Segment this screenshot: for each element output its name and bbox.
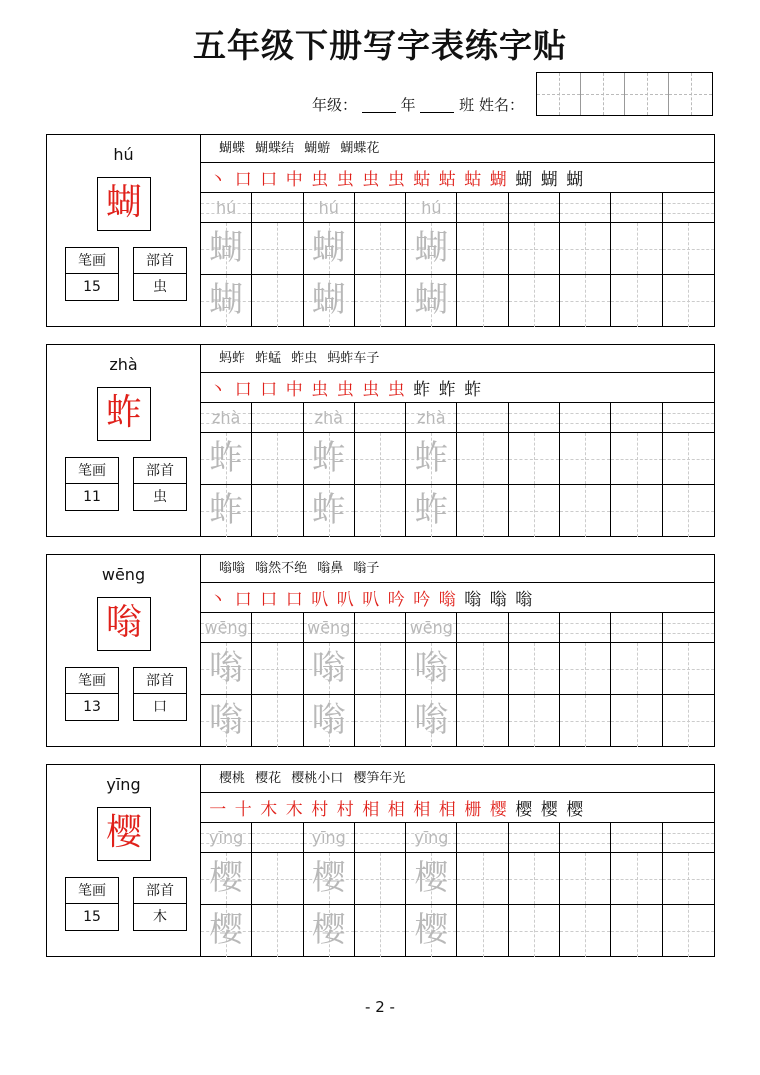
stroke-step: 虫 (336, 380, 354, 400)
stroke-step: 嗡 (464, 590, 482, 610)
character-display: 蝴 (97, 177, 151, 231)
stroke-step: 虫 (311, 380, 329, 400)
stroke-step: 樱 (489, 800, 507, 820)
trace-pinyin: zhà (417, 408, 446, 427)
practice-cell[interactable] (509, 275, 560, 327)
trace-pinyin: yīng (209, 828, 244, 847)
practice-cell[interactable] (611, 905, 662, 957)
stroke-step: 相 (387, 800, 405, 820)
practice-cell[interactable] (252, 853, 303, 904)
radical-value: 木 (153, 909, 167, 925)
stroke-step: 蚱 (464, 380, 482, 400)
stroke-step: 蝴 (515, 170, 533, 190)
practice-panel (201, 135, 714, 326)
stroke-step: 丶 (209, 170, 227, 190)
trace-pinyin: hú (216, 198, 237, 217)
trace-pinyin: yīng (311, 828, 346, 847)
trace-character: 蝴 (209, 280, 244, 320)
stroke-step: 中 (285, 170, 303, 190)
stroke-order-row (201, 163, 714, 193)
practice-cell[interactable] (406, 403, 457, 432)
practice-cell[interactable] (406, 695, 457, 747)
practice-cell[interactable] (560, 223, 611, 274)
stroke-step: 相 (438, 800, 456, 820)
character-display: 嗡 (97, 597, 151, 651)
name-label: 姓名： (478, 95, 524, 114)
character-card (46, 344, 715, 537)
name-writing-box[interactable] (536, 72, 713, 116)
practice-cell[interactable] (406, 485, 457, 537)
stroke-step: 口 (285, 590, 303, 610)
practice-cell[interactable] (355, 193, 406, 222)
practice-cell[interactable] (560, 193, 611, 222)
stroke-step: 口 (234, 380, 252, 400)
character-pinyin: wēng (101, 565, 146, 584)
trace-character: 蚱 (209, 438, 244, 478)
pinyin-practice-row[interactable] (201, 823, 714, 853)
trace-pinyin: wēng (204, 618, 248, 637)
example-words: 嗡嗡 嗡然不绝 嗡鼻 嗡子 (201, 555, 714, 583)
practice-cell[interactable] (304, 403, 355, 432)
name-cell[interactable] (537, 73, 581, 115)
character-display: 樱 (97, 807, 151, 861)
character-display: 蚱 (97, 387, 151, 441)
trace-character: 樱 (311, 910, 346, 950)
practice-cell[interactable] (611, 193, 662, 222)
trace-character: 樱 (209, 858, 244, 898)
trace-character: 嗡 (311, 648, 346, 688)
stroke-step: 吟 (413, 590, 431, 610)
practice-cell[interactable] (663, 485, 714, 537)
trace-character: 蝴 (311, 280, 346, 320)
trace-pinyin: yīng (414, 828, 449, 847)
stroke-step: 相 (362, 800, 380, 820)
radical-label: 部首 (134, 248, 186, 274)
practice-cell[interactable] (509, 905, 560, 957)
practice-cell[interactable] (355, 905, 406, 957)
practice-cell[interactable] (406, 643, 457, 694)
practice-cell[interactable] (406, 275, 457, 327)
practice-cell[interactable] (663, 695, 714, 747)
trace-character: 蚱 (414, 438, 449, 478)
practice-cell[interactable] (201, 823, 252, 852)
pinyin-practice-row[interactable] (201, 193, 714, 223)
practice-cell[interactable] (355, 823, 406, 852)
stroke-step: 蝴 (489, 170, 507, 190)
practice-cell[interactable] (457, 275, 508, 327)
practice-cell[interactable] (355, 853, 406, 904)
practice-cell[interactable] (355, 485, 406, 537)
student-info-line (312, 92, 524, 116)
practice-cell[interactable] (304, 485, 355, 537)
character-practice-row[interactable] (201, 275, 714, 327)
practice-cell[interactable] (663, 643, 714, 694)
trace-character: 嗡 (209, 700, 244, 740)
practice-cell[interactable] (201, 643, 252, 694)
practice-cell[interactable] (611, 403, 662, 432)
practice-cell[interactable] (611, 613, 662, 642)
practice-cell[interactable] (252, 403, 303, 432)
trace-character: 蝴 (209, 228, 244, 268)
practice-cell[interactable] (611, 853, 662, 904)
practice-cell[interactable] (355, 433, 406, 484)
radical-box (133, 877, 187, 931)
practice-cell[interactable] (663, 433, 714, 484)
practice-cell[interactable] (457, 823, 508, 852)
practice-panel (201, 555, 714, 746)
practice-cell[interactable] (611, 485, 662, 537)
practice-cell[interactable] (201, 403, 252, 432)
trace-character: 蚱 (209, 490, 244, 530)
character-info-panel (47, 555, 201, 746)
stroke-order-row (201, 583, 714, 613)
trace-character: 嗡 (209, 648, 244, 688)
practice-cell[interactable] (560, 613, 611, 642)
practice-cell[interactable] (201, 275, 252, 327)
practice-cell[interactable] (201, 613, 252, 642)
radical-label: 部首 (134, 878, 186, 904)
practice-cell[interactable] (663, 613, 714, 642)
practice-cell[interactable] (663, 275, 714, 327)
character-practice-row[interactable] (201, 695, 714, 747)
practice-cell[interactable] (201, 485, 252, 537)
practice-cell[interactable] (252, 823, 303, 852)
practice-cell[interactable] (509, 223, 560, 274)
stroke-step: 樱 (540, 800, 558, 820)
class-label: 班 (459, 95, 475, 114)
practice-cell[interactable] (304, 695, 355, 747)
stroke-order-row (201, 373, 714, 403)
practice-cell[interactable] (457, 613, 508, 642)
practice-cell[interactable] (304, 275, 355, 327)
practice-cell[interactable] (611, 643, 662, 694)
practice-cell[interactable] (663, 905, 714, 957)
stroke-step: 木 (285, 800, 303, 820)
practice-cell[interactable] (355, 643, 406, 694)
trace-pinyin: wēng (409, 618, 453, 637)
stroke-count-label: 笔画 (66, 458, 118, 484)
writing-grid[interactable] (201, 403, 714, 536)
stroke-step: 嗡 (438, 590, 456, 610)
practice-cell[interactable] (509, 823, 560, 852)
practice-cell[interactable] (560, 823, 611, 852)
practice-cell[interactable] (201, 695, 252, 747)
trace-pinyin: zhà (211, 408, 241, 427)
trace-character: 蝴 (414, 280, 449, 320)
trace-character: 蝴 (311, 228, 346, 268)
stroke-count-box (65, 457, 119, 511)
example-words: 樱桃 樱花 樱桃小口 樱笋年光 (201, 765, 714, 793)
practice-cell[interactable] (457, 695, 508, 747)
name-cell[interactable] (581, 73, 625, 115)
page-number: - 2 - (365, 998, 395, 1016)
stroke-step: 口 (234, 170, 252, 190)
radical-label: 部首 (134, 668, 186, 694)
stroke-count-value: 11 (83, 489, 101, 505)
practice-cell[interactable] (457, 905, 508, 957)
practice-cell[interactable] (560, 643, 611, 694)
practice-cell[interactable] (406, 433, 457, 484)
radical-label: 部首 (134, 458, 186, 484)
stroke-step: 虫 (387, 170, 405, 190)
practice-cell[interactable] (252, 275, 303, 327)
practice-cell[interactable] (304, 193, 355, 222)
stroke-count-value: 15 (83, 279, 101, 295)
trace-character: 嗡 (414, 648, 449, 688)
practice-cell[interactable] (201, 223, 252, 274)
example-words: 蚂蚱 蚱蜢 蚱虫 蚂蚱车子 (201, 345, 714, 373)
page-title: 五年级下册写字表练字贴 (193, 26, 567, 65)
practice-cell[interactable] (560, 485, 611, 537)
practice-cell[interactable] (457, 485, 508, 537)
trace-character: 樱 (414, 858, 449, 898)
character-info-panel (47, 345, 201, 536)
grade-label: 年级： (312, 95, 358, 114)
stroke-step: 蛄 (413, 170, 431, 190)
practice-cell[interactable] (304, 223, 355, 274)
stroke-step: 樱 (566, 800, 584, 820)
practice-cell[interactable] (406, 853, 457, 904)
stroke-step: 木 (260, 800, 278, 820)
class-blank[interactable] (420, 97, 454, 113)
trace-character: 蚱 (414, 490, 449, 530)
practice-cell[interactable] (252, 643, 303, 694)
practice-cell[interactable] (611, 433, 662, 484)
character-card (46, 554, 715, 747)
practice-panel (201, 345, 714, 536)
trace-character: 樱 (414, 910, 449, 950)
practice-cell[interactable] (252, 613, 303, 642)
practice-cell[interactable] (509, 613, 560, 642)
practice-cell[interactable] (663, 853, 714, 904)
stroke-step: 虫 (362, 380, 380, 400)
character-practice-row[interactable] (201, 853, 714, 905)
practice-cell[interactable] (509, 853, 560, 904)
trace-character: 蚱 (311, 490, 346, 530)
radical-box (133, 667, 187, 721)
radical-value: 口 (153, 699, 167, 715)
practice-cell[interactable] (252, 193, 303, 222)
radical-box (133, 457, 187, 511)
practice-cell[interactable] (201, 193, 252, 222)
stroke-step: 相 (413, 800, 431, 820)
character-practice-row[interactable] (201, 433, 714, 485)
practice-cell[interactable] (406, 223, 457, 274)
character-practice-row[interactable] (201, 905, 714, 957)
character-practice-row[interactable] (201, 485, 714, 537)
practice-cell[interactable] (509, 643, 560, 694)
practice-cell[interactable] (406, 613, 457, 642)
trace-pinyin: wēng (307, 618, 351, 637)
stroke-step: 蚱 (438, 380, 456, 400)
radical-value: 虫 (153, 489, 167, 505)
stroke-step: 口 (260, 170, 278, 190)
character-pinyin: yīng (106, 775, 141, 794)
practice-cell[interactable] (201, 433, 252, 484)
pinyin-practice-row[interactable] (201, 613, 714, 643)
character-pinyin: zhà (109, 355, 138, 374)
practice-cell[interactable] (304, 433, 355, 484)
stroke-step: 栅 (464, 800, 482, 820)
practice-cell[interactable] (663, 403, 714, 432)
practice-cell[interactable] (560, 853, 611, 904)
practice-cell[interactable] (560, 403, 611, 432)
stroke-step: 村 (336, 800, 354, 820)
practice-cell[interactable] (406, 193, 457, 222)
stroke-step: 丶 (209, 590, 227, 610)
practice-cell[interactable] (355, 223, 406, 274)
practice-cell[interactable] (252, 485, 303, 537)
pinyin-practice-row[interactable] (201, 403, 714, 433)
practice-cell[interactable] (611, 275, 662, 327)
stroke-step: 十 (234, 800, 252, 820)
character-card (46, 134, 715, 327)
stroke-step: 吟 (387, 590, 405, 610)
stroke-step: 一 (209, 800, 227, 820)
practice-cell[interactable] (663, 823, 714, 852)
trace-character: 嗡 (414, 700, 449, 740)
stroke-step: 蝴 (540, 170, 558, 190)
trace-character: 蚱 (311, 438, 346, 478)
practice-cell[interactable] (663, 193, 714, 222)
name-cell[interactable] (669, 73, 712, 115)
practice-cell[interactable] (457, 643, 508, 694)
practice-cell[interactable] (201, 853, 252, 904)
stroke-step: 樱 (515, 800, 533, 820)
stroke-count-label: 笔画 (66, 248, 118, 274)
practice-cell[interactable] (406, 905, 457, 957)
stroke-count-box (65, 247, 119, 301)
trace-character: 嗡 (311, 700, 346, 740)
stroke-count-label: 笔画 (66, 878, 118, 904)
stroke-count-box (65, 877, 119, 931)
stroke-count-box (65, 667, 119, 721)
practice-cell[interactable] (509, 193, 560, 222)
practice-cell[interactable] (457, 193, 508, 222)
writing-grid[interactable] (201, 613, 714, 746)
stroke-step: 村 (311, 800, 329, 820)
writing-grid[interactable] (201, 823, 714, 956)
trace-character: 蝴 (414, 228, 449, 268)
practice-cell[interactable] (509, 695, 560, 747)
practice-cell[interactable] (304, 905, 355, 957)
stroke-step: 叭 (311, 590, 329, 610)
stroke-step: 中 (285, 380, 303, 400)
stroke-step: 蛄 (464, 170, 482, 190)
character-pinyin: hú (113, 145, 134, 164)
stroke-step: 虫 (336, 170, 354, 190)
practice-cell[interactable] (509, 485, 560, 537)
practice-cell[interactable] (457, 403, 508, 432)
stroke-step: 蝴 (566, 170, 584, 190)
stroke-count-label: 笔画 (66, 668, 118, 694)
practice-cell[interactable] (457, 433, 508, 484)
practice-cell[interactable] (457, 853, 508, 904)
practice-cell[interactable] (663, 223, 714, 274)
trace-pinyin: zhà (314, 408, 343, 427)
stroke-step: 嗡 (489, 590, 507, 610)
practice-cell[interactable] (355, 695, 406, 747)
practice-panel (201, 765, 714, 956)
practice-cell[interactable] (355, 403, 406, 432)
practice-cell[interactable] (560, 433, 611, 484)
stroke-step: 虫 (387, 380, 405, 400)
practice-cell[interactable] (611, 223, 662, 274)
stroke-step: 虫 (311, 170, 329, 190)
practice-cell[interactable] (304, 823, 355, 852)
stroke-step: 丶 (209, 380, 227, 400)
stroke-step: 口 (260, 380, 278, 400)
practice-cell[interactable] (304, 643, 355, 694)
practice-cell[interactable] (252, 905, 303, 957)
writing-grid[interactable] (201, 193, 714, 326)
trace-pinyin: hú (318, 198, 339, 217)
stroke-step: 叭 (336, 590, 354, 610)
stroke-step: 虫 (362, 170, 380, 190)
trace-character: 樱 (209, 910, 244, 950)
trace-pinyin: hú (421, 198, 442, 217)
practice-cell[interactable] (406, 823, 457, 852)
stroke-step: 叭 (362, 590, 380, 610)
practice-cell[interactable] (560, 905, 611, 957)
stroke-step: 蚱 (413, 380, 431, 400)
practice-cell[interactable] (304, 613, 355, 642)
stroke-step: 蛄 (438, 170, 456, 190)
practice-cell[interactable] (201, 905, 252, 957)
practice-cell[interactable] (355, 613, 406, 642)
radical-box (133, 247, 187, 301)
stroke-step: 嗡 (515, 590, 533, 610)
year-label: 年 (400, 95, 416, 114)
character-card (46, 764, 715, 957)
grade-blank[interactable] (362, 97, 396, 113)
character-practice-row[interactable] (201, 223, 714, 275)
character-info-panel (47, 135, 201, 326)
character-practice-row[interactable] (201, 643, 714, 695)
practice-cell[interactable] (560, 275, 611, 327)
practice-cell[interactable] (509, 433, 560, 484)
stroke-step: 口 (260, 590, 278, 610)
practice-cell[interactable] (252, 223, 303, 274)
character-info-panel (47, 765, 201, 956)
radical-value: 虫 (153, 279, 167, 295)
stroke-count-value: 13 (83, 699, 101, 715)
practice-cell[interactable] (560, 695, 611, 747)
stroke-count-value: 15 (83, 909, 101, 925)
practice-cell[interactable] (509, 403, 560, 432)
practice-cell[interactable] (252, 433, 303, 484)
trace-character: 樱 (311, 858, 346, 898)
stroke-order-row (201, 793, 714, 823)
practice-cell[interactable] (457, 223, 508, 274)
practice-cell[interactable] (304, 853, 355, 904)
practice-cell[interactable] (611, 695, 662, 747)
example-words: 蝴蝶 蝴蝶结 蝴蝣 蝴蝶花 (201, 135, 714, 163)
stroke-step: 口 (234, 590, 252, 610)
practice-cell[interactable] (355, 275, 406, 327)
practice-cell[interactable] (611, 823, 662, 852)
practice-cell[interactable] (252, 695, 303, 747)
name-cell[interactable] (625, 73, 669, 115)
